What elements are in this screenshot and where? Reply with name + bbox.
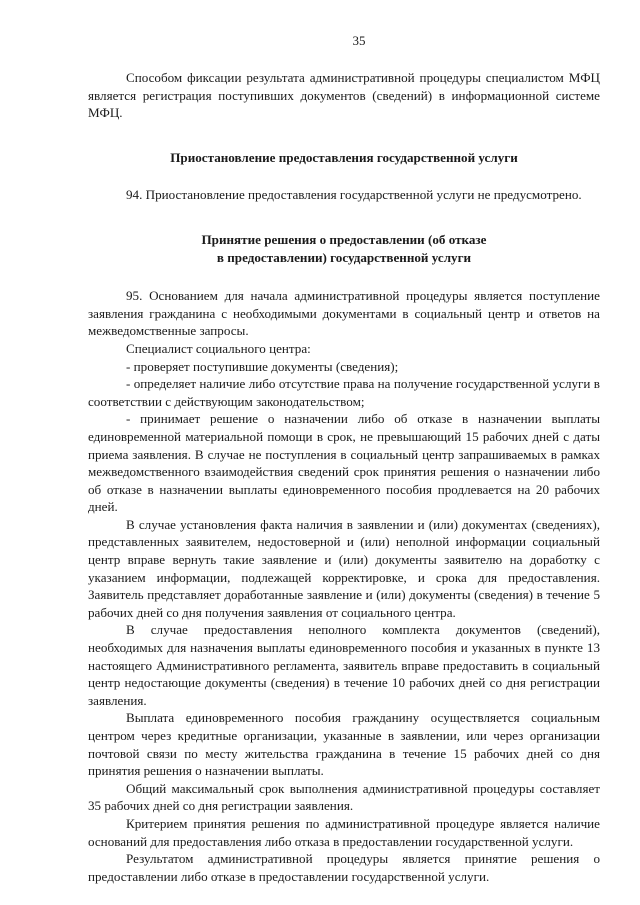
paragraph-result: Результатом административной процедуры является принятие решения о предоставлении либо отказе в предоставлении государственной услуги. bbox=[88, 851, 600, 884]
list-item-determine: - определяет наличие либо отсутствие права на получение государственной услуги в соответствии с действующим законодательством; bbox=[88, 376, 600, 409]
paragraph-incomplete-docs: В случае предоставления неполного комплекта документов (сведений), необходимых для назначения выплаты единовременного пособия и указанных в пункте 13 настоящего Административного регламента, заявитель вправе предоставить в социальный центр недостающие документы (сведения) в течение 10 рабочих дней со дня регистрации заявления. bbox=[88, 622, 600, 708]
specialist-intro: Специалист социального центра: bbox=[126, 340, 311, 356]
paragraph-94: 94. Приостановление предоставления государственной услуги не предусмотрено. bbox=[126, 187, 582, 203]
heading-decision-line1: Принятие решения о предоставлении (об отказе bbox=[201, 231, 487, 247]
list-item-decide: - принимает решение о назначении либо об отказе в назначении выплаты единовременной материальной помощи в срок, не превышающий 15 рабочих дней с даты приема заявления. В случае не поступления в социальный центр запрашиваемых в рамках межведомственного взаимодействия сведений срок принятия решения о назначении либо об отказе в назначении выплаты единовременного пособия продлевается на 20 рабочих дней. bbox=[88, 411, 600, 515]
paragraph-max-term: Общий максимальный срок выполнения административной процедуры составляет 35 рабочих дней со дня регистрации заявления. bbox=[88, 780, 600, 814]
paragraph-95: 95. Основанием для начала административной процедуры является поступление заявления гражданина с необходимыми документами в социальный центр и ответов на межведомственные запросы. bbox=[88, 288, 600, 339]
page-number: 35 bbox=[352, 33, 366, 48]
heading-decision bbox=[88, 231, 600, 266]
paragraph-payment: Выплата единовременного пособия гражданину осуществляется социальным центром через кредитные организации, указанные в заявлении, или через организации почтовой связи по месту жительства гражданина в течение 15 рабочих дней со дня принятия решения о назначении выплаты. bbox=[88, 710, 600, 779]
paragraph-inaccurate-info: В случае установления факта наличия в заявлении и (или) документах (сведениях), представленных заявителем, недостоверной и (или) неполной информации социальный центр вправе вернуть такие заявление и (или) документы заявителю на доработку с указанием информации, подлежащей корректировке, и срока для предоставления. Заявитель представляет доработанные заявление и (или) документы (сведения) в течение 5 рабочих дней со дня получения заявления от социального центра. bbox=[88, 516, 600, 620]
paragraph-criterion: Критерием принятия решения по административной процедуре является наличие оснований для предоставления либо отказа в предоставлении государственной услуги. bbox=[88, 815, 600, 849]
list-item-check: - проверяет поступившие документы (сведения); bbox=[126, 358, 399, 374]
paragraph-fixation: Способом фиксации результата административной процедуры специалистом МФЦ является регистрация поступивших документов (сведений) в информационной системе МФЦ. bbox=[88, 70, 600, 121]
heading-suspension: Приостановление предоставления государственной услуги bbox=[170, 149, 518, 165]
heading-decision-line2: в предоставлении) государственной услуги bbox=[216, 249, 472, 265]
